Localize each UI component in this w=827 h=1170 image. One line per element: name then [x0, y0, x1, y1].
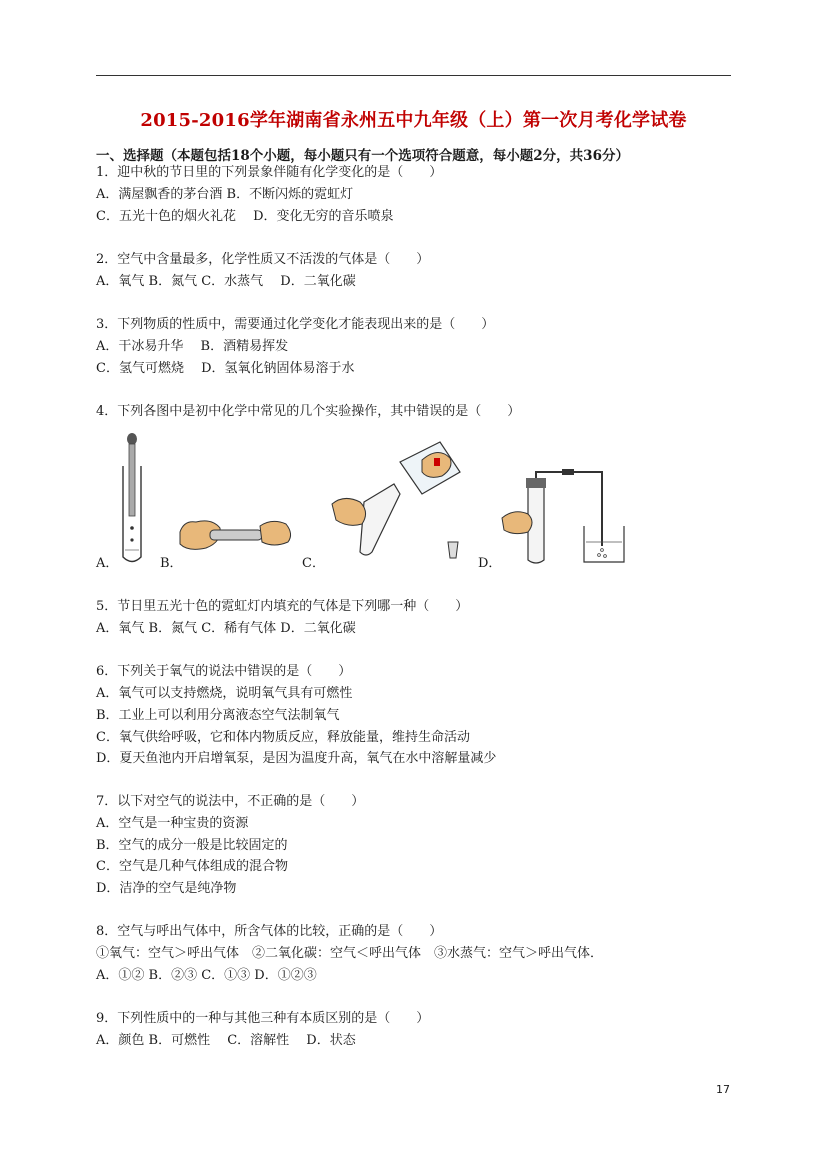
- page-number: 17: [716, 1083, 730, 1096]
- label: [434, 458, 440, 466]
- q6-option-c: C．氧气供给呼吸，它和体内物质反应，释放能量，维持生命活动: [96, 730, 470, 745]
- bubble: [604, 555, 607, 558]
- section-heading: 一、选择题（本题包括18个小题，每小题只有一个选项符合题意，每小题2分，共36分）: [96, 148, 629, 164]
- q2-stem: 2．空气中含量最多，化学性质又不活泼的气体是（ ）: [96, 252, 430, 267]
- exam-title: 2015-2016学年湖南省永州五中九年级（上）第一次月考化学试卷: [140, 110, 687, 131]
- q9-options: A．颜色 B．可燃性 C．溶解性 D．状态: [96, 1033, 356, 1048]
- q9-stem: 9．下列性质中的一种与其他三种有本质区别的是（ ）: [96, 1011, 430, 1026]
- q7-option-c: C．空气是几种气体组成的混合物: [96, 859, 288, 874]
- figure-b-hands-tube: [176, 512, 296, 562]
- figure-c-pouring: [330, 432, 470, 567]
- q3-options-cd: C．氢气可燃烧 D．氢氧化钠固体易溶于水: [96, 361, 355, 376]
- rubber-stopper: [526, 478, 546, 488]
- right-hand: [260, 521, 291, 545]
- q8-items: ①氧气：空气＞呼出气体 ②二氧化碳：空气＜呼出气体 ③水蒸气：空气＞呼出气体．: [96, 946, 604, 961]
- q6-option-d: D．夏天鱼池内开启增氧泵，是因为温度升高，氧气在水中溶解量减少: [96, 751, 497, 766]
- header-rule: [96, 75, 731, 76]
- figure-label-b: B．: [160, 556, 183, 571]
- q3-stem: 3．下列物质的性质中，需要通过化学变化才能表现出来的是（ ）: [96, 317, 495, 332]
- q6-option-a: A．氧气可以支持燃烧，说明氧气具有可燃性: [96, 686, 353, 701]
- dropper-bulb: [127, 433, 137, 445]
- figure-a-dropper: [112, 432, 152, 567]
- q6-stem: 6．下列关于氧气的说法中错误的是（ ）: [96, 664, 352, 679]
- figure-label-d: D．: [478, 556, 502, 571]
- q7-stem: 7．以下对空气的说法中，不正确的是（ ）: [96, 794, 365, 809]
- hand: [502, 512, 532, 534]
- test-tube: [360, 484, 400, 555]
- q8-stem: 8．空气与呼出气体中，所含气体的比较，正确的是（ ）: [96, 924, 443, 939]
- q4-stem: 4．下列各图中是初中化学中常见的几个实验操作，其中错误的是（ ）: [96, 404, 521, 419]
- q3-options-ab: A．干冰易升华 B．酒精易挥发: [96, 339, 289, 354]
- connector: [562, 469, 574, 475]
- q1-stem: 1．迎中秋的节日里的下列景象伴随有化学变化的是（ ）: [96, 165, 443, 180]
- figure-d-airtightness: [496, 466, 631, 568]
- q5-stem: 5．节日里五光十色的霓虹灯内填充的气体是下列哪一种（ ）: [96, 599, 469, 614]
- holding-hand: [332, 498, 366, 525]
- q2-options: A．氧气 B．氮气 C．水蒸气 D．二氧化碳: [96, 274, 356, 289]
- q7-option-a: A．空气是一种宝贵的资源: [96, 816, 249, 831]
- drop: [130, 526, 134, 530]
- q1-options-ab: A．满屋飘香的茅台酒 B．不断闪烁的霓虹灯: [96, 187, 354, 202]
- bubble: [601, 549, 604, 552]
- figure-label-c: C．: [302, 556, 325, 571]
- q8-options: A．①② B．②③ C．①③ D．①②③: [96, 968, 317, 983]
- q6-option-b: B．工业上可以利用分离液态空气法制氧气: [96, 708, 340, 723]
- q7-option-b: B．空气的成分一般是比较固定的: [96, 838, 288, 853]
- q7-option-d: D．洁净的空气是纯净物: [96, 881, 237, 896]
- tube: [210, 530, 262, 540]
- bubble: [598, 554, 601, 557]
- dropper-tube: [129, 444, 135, 516]
- drop: [130, 538, 133, 541]
- stopper: [448, 542, 458, 558]
- figure-label-a: A．: [96, 556, 119, 571]
- q5-options: A．氧气 B．氮气 C．稀有气体 D．二氧化碳: [96, 621, 356, 636]
- q1-options-cd: C．五光十色的烟火礼花 D．变化无穷的音乐喷泉: [96, 209, 394, 224]
